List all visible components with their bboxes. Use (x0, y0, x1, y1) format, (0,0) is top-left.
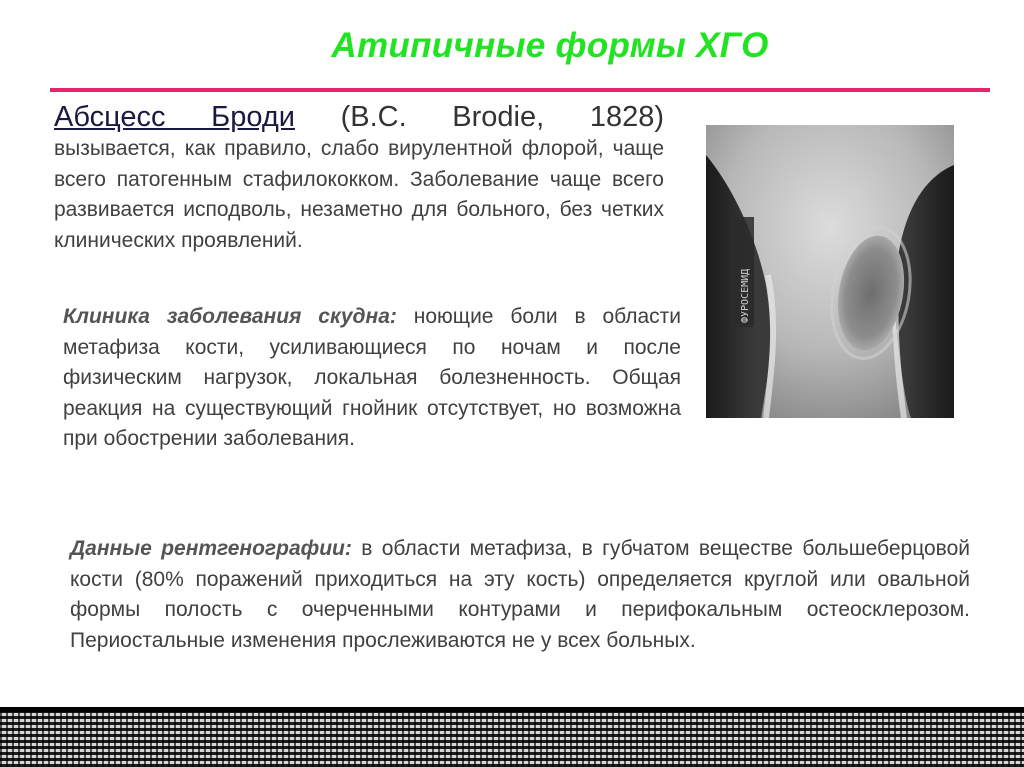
xray-image (706, 125, 954, 418)
brodie-abscess-section (54, 101, 664, 256)
section-body: вызывается, как правило, слабо вирулентной флорой, чаще всего патогенным стафилококком. Заболевание чаще всего развивается исподволь, незаметно для больного, без четких клинических проявлений. (54, 137, 664, 252)
radiography-section (70, 534, 970, 656)
clinical-section (63, 302, 681, 455)
clinical-body: ноющие боли в области метафиза кости, усиливающиеся по ночам и после физическим нагрузок, локальная болезненность. Общая реакция на существующий гнойник отсутствует, но возможна при обострении заболевания. (63, 305, 682, 450)
title-divider (50, 88, 990, 92)
section-heading (54, 102, 664, 132)
film-label: ФУРОСЕМИД (740, 268, 751, 323)
slide-title: Атипичные формы ХГО (331, 26, 769, 65)
radiography-lead: Данные рентгенографии: (70, 537, 352, 560)
clinical-lead: Клиника заболевания скудна: (63, 305, 397, 328)
heading-term: Абсцесс Броди (54, 101, 295, 133)
heading-citation: (B.C. Brodie, 1828) (294, 101, 664, 133)
radiography-body: в области метафиза, в губчатом веществе большеберцовой кости (80% поражений приходиться на эту кость) определяется круглой или овальной формы полость с очерченными контурами и перифокальным остеосклерозом. Периостальные изменения прослеживаются не у всех больных. (70, 537, 971, 652)
decorative-footer-strip (0, 707, 1024, 767)
